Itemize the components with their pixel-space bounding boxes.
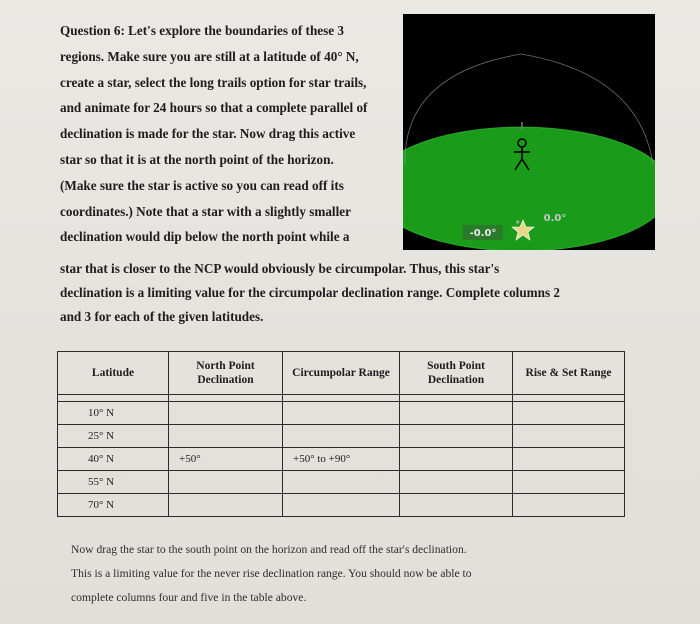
question-line: star so that it is at the north point of the horizon. bbox=[60, 151, 334, 167]
table-row bbox=[58, 448, 625, 471]
cell-south-point[interactable] bbox=[400, 494, 513, 517]
cell-north-point[interactable] bbox=[169, 425, 283, 448]
header-south-point: South Point Declination bbox=[400, 352, 513, 395]
cell-south-point[interactable] bbox=[400, 402, 513, 425]
left-coordinate-label: -0.0° bbox=[469, 228, 497, 239]
cell-south-point[interactable] bbox=[400, 471, 513, 494]
cell-rise-set[interactable] bbox=[513, 471, 625, 494]
question-line: regions. Make sure you are still at a latitude of 40° N, bbox=[60, 48, 359, 64]
question-continuation bbox=[60, 257, 620, 329]
cell-latitude: 10° N bbox=[58, 402, 169, 425]
question-line: (Make sure the star is active so you can read off its bbox=[60, 177, 344, 193]
instruction-line: complete columns four and five in the table above. bbox=[71, 591, 307, 604]
header-north-point: North Point Declination bbox=[169, 352, 283, 395]
question-line: star that is closer to the NCP would obviously be circumpolar. Thus, this star's bbox=[60, 261, 500, 276]
table-row bbox=[58, 471, 625, 494]
table-row bbox=[58, 494, 625, 517]
cell-circumpolar[interactable] bbox=[283, 494, 400, 517]
cell-north-point[interactable]: +50° bbox=[169, 448, 283, 471]
cell-circumpolar[interactable] bbox=[283, 471, 400, 494]
cell-north-point[interactable] bbox=[169, 471, 283, 494]
cell-circumpolar[interactable] bbox=[283, 425, 400, 448]
question-line: coordinates.) Note that a star with a slightly smaller bbox=[60, 203, 351, 219]
table-row bbox=[58, 425, 625, 448]
table-row bbox=[58, 402, 625, 425]
question-text bbox=[60, 18, 402, 250]
question-line: declination is a limiting value for the circumpolar declination range. Complete columns 2 bbox=[60, 285, 561, 300]
cell-latitude: 25° N bbox=[58, 425, 169, 448]
question-line: and animate for 24 hours so that a complete parallel of bbox=[60, 100, 368, 116]
question-line: create a star, select the long trails option for star trails, bbox=[60, 74, 367, 90]
cell-north-point[interactable] bbox=[169, 402, 283, 425]
cell-north-point[interactable] bbox=[169, 494, 283, 517]
right-coordinate-label: 0.0° bbox=[543, 213, 567, 224]
header-rise-set: Rise & Set Range bbox=[513, 352, 625, 395]
cell-latitude: 55° N bbox=[58, 471, 169, 494]
table-spacer-row bbox=[58, 395, 625, 402]
cell-rise-set[interactable] bbox=[513, 402, 625, 425]
instruction-line: This is a limiting value for the never rise declination range. You should now be able to bbox=[71, 567, 472, 580]
cell-circumpolar[interactable] bbox=[283, 402, 400, 425]
question-line: Question 6: Let's explore the boundaries of these 3 bbox=[60, 23, 345, 38]
header-latitude: Latitude bbox=[58, 352, 169, 395]
instruction-line: Now drag the star to the south point on the horizon and read off the star's declination. bbox=[71, 543, 467, 556]
cell-rise-set[interactable] bbox=[513, 494, 625, 517]
instructions-text bbox=[71, 538, 631, 610]
header-circumpolar: Circumpolar Range bbox=[283, 352, 400, 395]
cell-circumpolar[interactable]: +50° to +90° bbox=[283, 448, 400, 471]
table-header-row bbox=[58, 352, 625, 395]
cell-south-point[interactable] bbox=[400, 448, 513, 471]
cell-latitude: 70° N bbox=[58, 494, 169, 517]
cell-rise-set[interactable] bbox=[513, 425, 625, 448]
cell-south-point[interactable] bbox=[400, 425, 513, 448]
question-line: and 3 for each of the given latitudes. bbox=[60, 309, 264, 324]
cell-rise-set[interactable] bbox=[513, 448, 625, 471]
question-line: declination is made for the star. Now drag this active bbox=[60, 126, 356, 142]
star-tag-icon: ★ bbox=[515, 219, 521, 226]
sky-view bbox=[403, 14, 655, 250]
declination-table bbox=[57, 351, 625, 517]
question-line: declination would dip below the north point while a bbox=[60, 229, 350, 245]
cell-latitude: 40° N bbox=[58, 448, 169, 471]
horizon-simulator[interactable] bbox=[403, 14, 655, 250]
